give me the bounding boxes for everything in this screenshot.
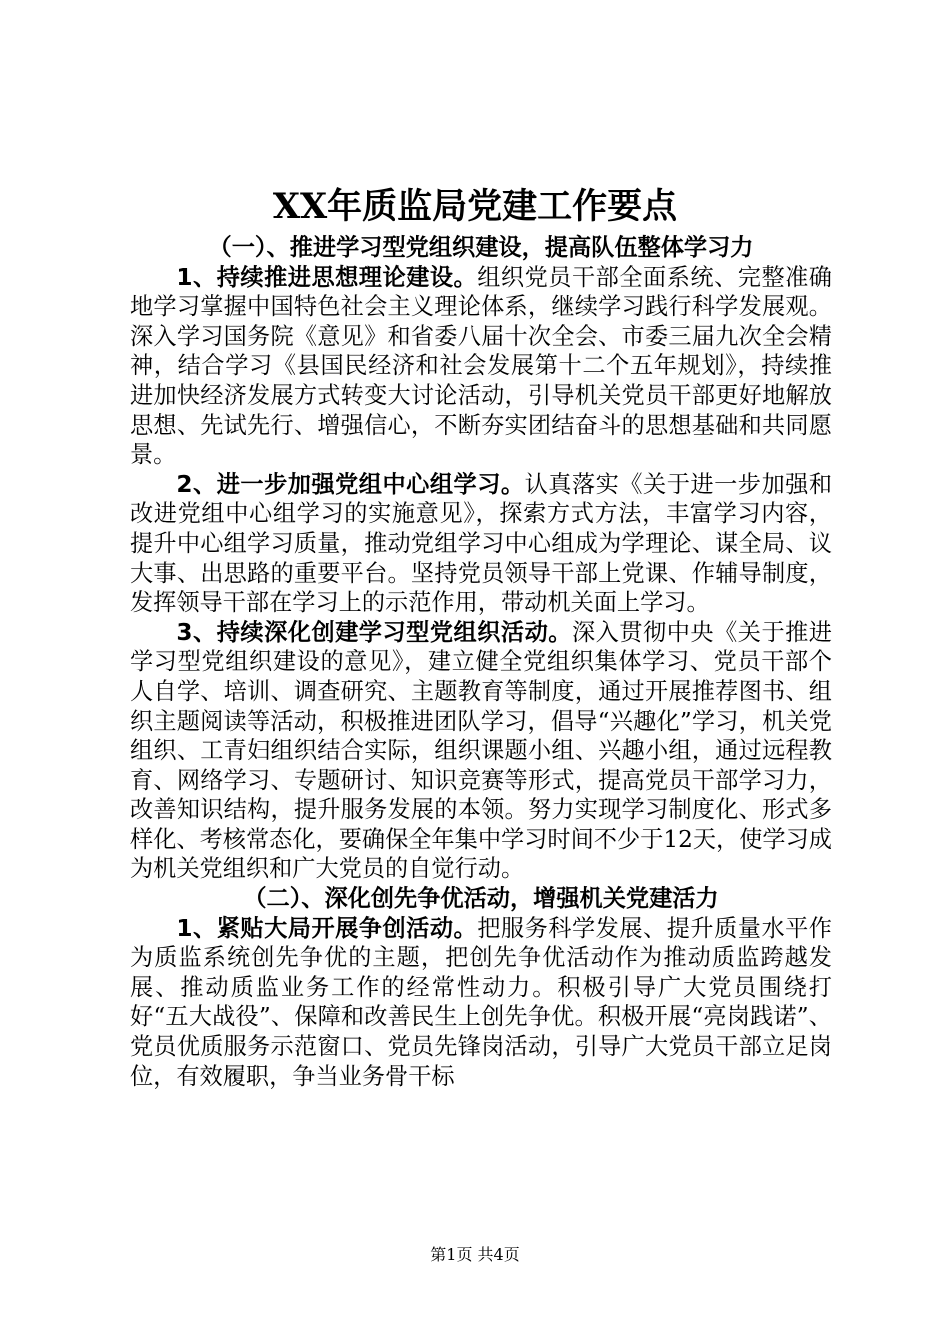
- paragraph-lead: 2、进一步加强党组中心组学习。: [176, 470, 525, 498]
- section-heading: （二）、深化创先争优活动，增强机关党建活力: [243, 885, 719, 913]
- paragraph-lead: 1、紧贴大局开展争创活动。: [176, 914, 478, 942]
- paragraph: [130, 618, 832, 884]
- page-number-footer: 第1页 共4页: [430, 1245, 520, 1264]
- paragraph: [130, 470, 832, 618]
- paragraph-body: 把服务科学发展、提升质量水平作为质监系统创先争优的主题，把创先争优活动作为推动质监跨越发展、推动质监业务工作的经常性动力。积极引导广大党员围绕打好“五大战役”、保障和改善民生上创先争优。积极开展“亮岗践诺”、党员优质服务示范窗口、党员先锋岗活动，引导广大党员干部立足岗位，有效履职，争当业务骨干标: [130, 914, 832, 1090]
- document-body: [130, 233, 832, 1091]
- paragraph-body: 深入贯彻中央《关于推进学习型党组织建设的意见》，建立健全党组织集体学习、党员干部个人自学、培训、调查研究、主题教育等制度，通过开展推荐图书、组织主题阅读等活动，积极推进团队学习，倡导“兴趣化”学习，机关党组织、工青妇组织结合实际，组织课题小组、兴趣小组，通过远程教育、网络学习、专题研讨、知识竞赛等形式，提高党员干部学习力，改善知识结构，提升服务发展的本领。努力实现学习制度化、形式多样化、考核常态化，要确保全年集中学习时间不少于12天，使学习成为机关党组织和广大党员的自觉行动。: [130, 618, 832, 883]
- paragraph: [130, 914, 832, 1092]
- paragraph-lead: 1、持续推进思想理论建设。: [176, 263, 478, 291]
- paragraph: [130, 263, 832, 470]
- paragraph-lead: 3、持续深化创建学习型党组织活动。: [176, 618, 572, 646]
- document-title: XX年质监局党建工作要点: [272, 186, 678, 227]
- paragraph-body: 认真落实《关于进一步加强和改进党组中心组学习的实施意见》，探索方式方法，丰富学习内容，提升中心组学习质量，推动党组学习中心组成为学理论、谋全局、议大事、出思路的重要平台。坚持党员领导干部上党课、作辅导制度，发挥领导干部在学习上的示范作用，带动机关面上学习。: [130, 470, 833, 617]
- paragraph-body: 组织党员干部全面系统、完整准确地学习掌握中国特色社会主义理论体系，继续学习践行科学发展观。深入学习国务院《意见》和省委八届十次全会、市委三届九次全会精神，结合学习《县国民经济和社会发展第十二个五年规划》，持续推进加快经济发展方式转变大讨论活动，引导机关党员干部更好地解放思想、先试先行、增强信心，不断夯实团结奋斗的思想基础和共同愿景。: [130, 263, 832, 469]
- section-heading: （一）、推进学习型党组织建设，提高队伍整体学习力: [208, 234, 754, 261]
